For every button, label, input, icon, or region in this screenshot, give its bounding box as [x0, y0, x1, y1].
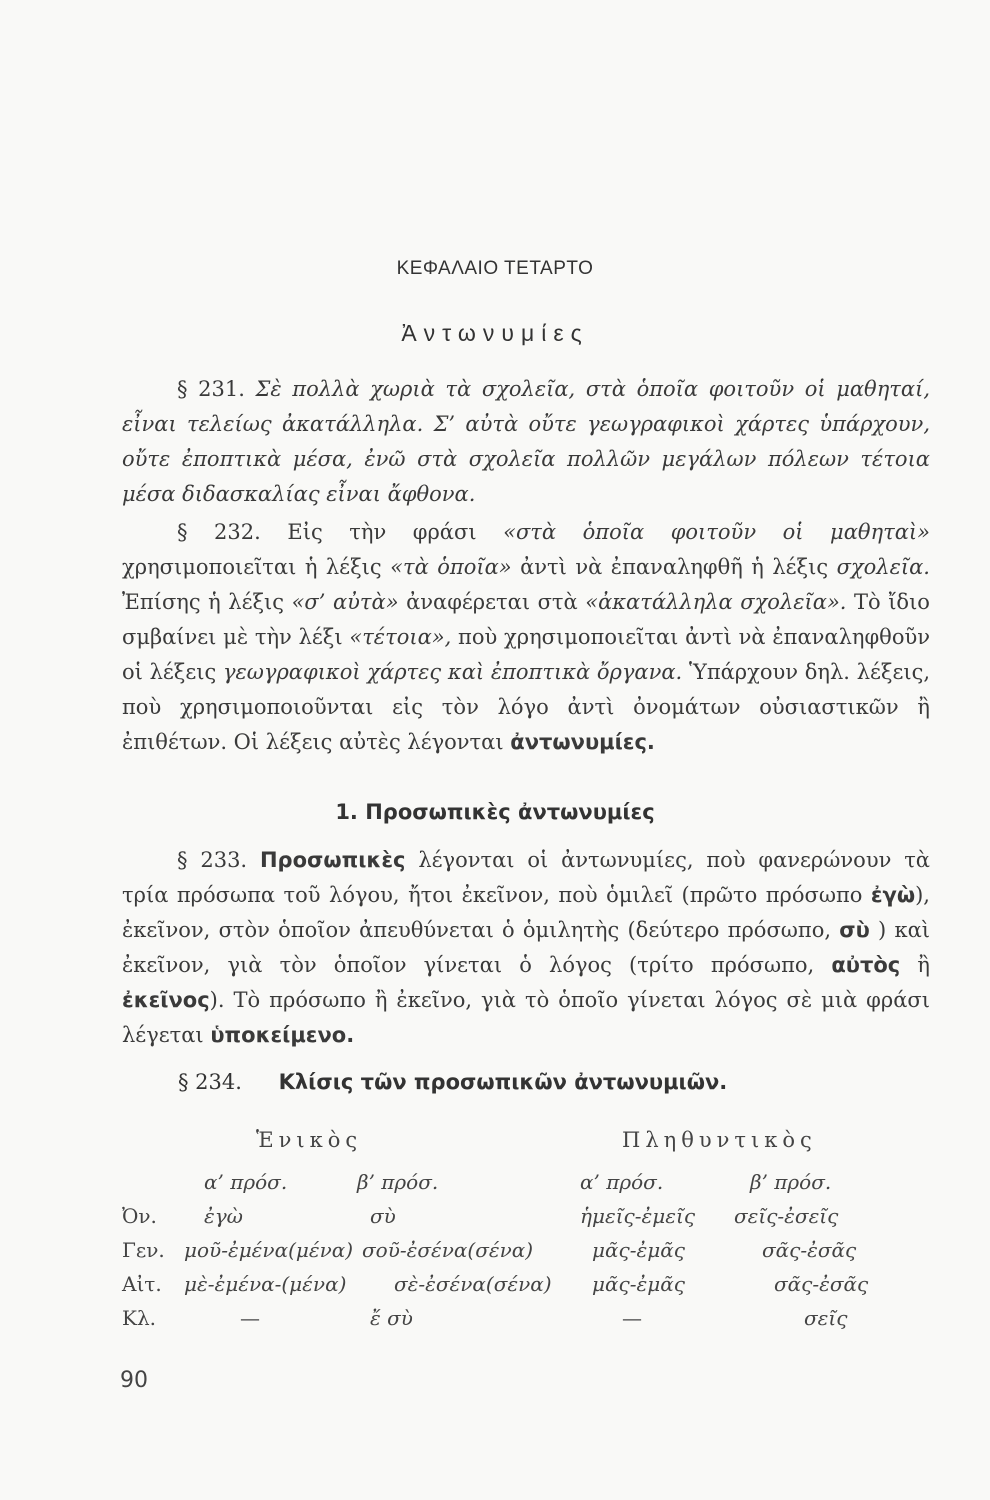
- table-cell: μᾶς-ἐμᾶς: [592, 1238, 685, 1262]
- table-cell: σᾶς-ἐσᾶς: [774, 1272, 869, 1296]
- case-label: Ὀν.: [122, 1204, 157, 1228]
- bold-term: Προσωπικὲς: [259, 848, 406, 872]
- paragraph-234-heading: [178, 1070, 727, 1094]
- case-label: Γεν.: [122, 1238, 165, 1262]
- plural-header: Πληθυντικὸς: [622, 1128, 817, 1152]
- bold-term: σὺ: [839, 918, 870, 942]
- section-number: § 233.: [177, 848, 248, 872]
- table-header-row: [122, 1170, 930, 1204]
- bold-term: ἀντωνυμίες.: [510, 730, 655, 754]
- column-header: α’ πρόσ.: [204, 1170, 288, 1194]
- table-cell: σᾶς-ἐσᾶς: [762, 1238, 857, 1262]
- quoted-phrase: «τέτοια»,: [349, 625, 452, 649]
- quoted-phrase: «σ’ αὐτὰ»: [291, 590, 399, 614]
- table-cell: μᾶς-ἐμᾶς: [592, 1272, 685, 1296]
- text-run: χρησιμοποιεῖται ἡ λέξις: [122, 555, 382, 579]
- text-run: ), ἐκεῖνον, στὸν ὁποῖον ἀπευθύνεται ὁ ὁμιλητὴς (δεύτερο πρόσωπο,: [122, 883, 930, 942]
- table-cell: σὺ: [370, 1204, 396, 1228]
- paragraph-text: Σὲ πολλὰ χωριὰ τὰ σχολεῖα, στὰ ὁποῖα φοιτοῦν οἱ μαθηταί, εἶναι τελείως ἀκατάλληλα. Σ’ αὐτὰ οὔτε γεωγραφικοὶ χάρτες ὑπάρχουν, οὔτε ἐποπτικὰ μέσα, ἐνῶ στὰ σχολεῖα πολλῶν μεγάλων πόλεων τέτοια μέσα διδασκαλίας εἶναι ἄφθονα.: [122, 377, 930, 506]
- quoted-phrase: «τὰ ὁποῖα»: [390, 555, 512, 579]
- column-header: β’ πρόσ.: [357, 1170, 439, 1194]
- page-number: 90: [120, 1368, 148, 1393]
- table-row: [122, 1306, 930, 1340]
- case-label: Αἰτ.: [122, 1272, 162, 1296]
- subheading: 1. Προσωπικὲς ἀντωνυμίες: [335, 800, 655, 824]
- table-cell: —: [240, 1306, 260, 1330]
- declension-title: Κλίσις τῶν προσωπικῶν ἀντωνυμιῶν.: [278, 1070, 728, 1094]
- quoted-phrase: σχολεῖα.: [836, 555, 930, 579]
- quoted-phrase: γεωγραφικοὶ χάρτες καὶ ἐποπτικὰ ὄργανα.: [222, 660, 683, 684]
- section-title: Ἀντωνυμίες: [401, 320, 589, 346]
- text-run: ἢ: [917, 953, 930, 977]
- section-number: § 231.: [177, 377, 245, 401]
- text-run: Ἐπίσης ἡ λέξις: [122, 590, 285, 614]
- quoted-phrase: «ἀκατάλληλα σχολεῖα».: [585, 590, 847, 614]
- bold-term: αὐτὸς: [831, 953, 901, 977]
- table-cell: ἔ σὺ: [370, 1306, 413, 1330]
- quoted-phrase: «στὰ ὁποῖα φοιτοῦν οἱ μαθηταὶ»: [503, 520, 930, 544]
- text-run: ) καὶ ἐκεῖνον, γιὰ τὸν ὁποῖον γίνεται ὁ λόγος (τρίτο πρόσωπο,: [122, 918, 930, 977]
- column-header: β’ πρόσ.: [750, 1170, 832, 1194]
- paragraph-233: [122, 843, 930, 1053]
- table-row: [122, 1204, 930, 1238]
- text-run: ἀντὶ νὰ ἐπαναληφθῆ ἡ λέξις: [520, 555, 829, 579]
- case-label: Κλ.: [122, 1306, 156, 1330]
- section-number: § 234.: [178, 1070, 242, 1094]
- table-cell: ἡμεῖς-ἐμεῖς: [580, 1204, 696, 1228]
- table-cell: —: [622, 1306, 642, 1330]
- bold-term: ἐγὼ: [870, 883, 916, 907]
- table-row: [122, 1272, 930, 1306]
- table-row: [122, 1238, 930, 1272]
- bold-term: ἐκεῖνος: [122, 988, 210, 1012]
- chapter-heading: ΚΕΦΑΛΑΙΟ ΤΕΤΑΡΤΟ: [396, 258, 594, 279]
- text-run: ἀναφέρεται στὰ: [406, 590, 578, 614]
- section-number: § 232.: [177, 520, 261, 544]
- text-run: Ὑπάρχουν δηλ. λέξεις, ποὺ χρησιμοποιοῦνται εἰς τὸν λόγο ἀντὶ ὀνομάτων οὐσιαστικῶν ἢ ἐπιθέτων. Οἱ λέξεις αὐτὲς λέγονται: [122, 660, 930, 754]
- table-cell: μοῦ-ἐμένα(μένα): [184, 1238, 354, 1262]
- singular-header: Ἑνικὸς: [256, 1128, 363, 1152]
- table-cell: σὲ-ἐσένα(σένα): [394, 1272, 552, 1296]
- text-run: λέγονται οἱ ἀντωνυμίες, ποὺ φανερώνουν τὰ τρία πρόσωπα τοῦ λόγου, ἤτοι ἐκεῖνον, ποὺ ὁμιλεῖ (πρῶτο πρόσωπο: [122, 848, 930, 907]
- text-run: Εἰς τὴν φράσι: [287, 520, 477, 544]
- text-run: ποὺ χρησιμοποιεῖται ἀντὶ νὰ ἐπαναληφθοῦν οἱ λέξεις: [122, 625, 930, 684]
- table-cell: σοῦ-ἐσένα(σένα): [362, 1238, 534, 1262]
- declension-table: [122, 1170, 930, 1340]
- column-header: α’ πρόσ.: [580, 1170, 664, 1194]
- table-cell: σεῖς: [804, 1306, 848, 1330]
- text-run: Τὸ ἴδιο σμβαίνει μὲ τὴν λέξι: [122, 590, 930, 649]
- paragraph-231: [122, 372, 930, 512]
- table-cell: σεῖς-ἐσεῖς: [734, 1204, 839, 1228]
- bold-term: ὑποκείμενο.: [210, 1023, 355, 1047]
- paragraph-232: [122, 515, 930, 760]
- table-cell: ἐγὼ: [204, 1204, 243, 1228]
- table-cell: μὲ-ἐμένα-(μένα): [184, 1272, 347, 1296]
- text-run: ). Τὸ πρόσωπο ἢ ἐκεῖνο, γιὰ τὸ ὁποῖο γίνεται λόγος σὲ μιὰ φράσι λέγεται: [122, 988, 930, 1047]
